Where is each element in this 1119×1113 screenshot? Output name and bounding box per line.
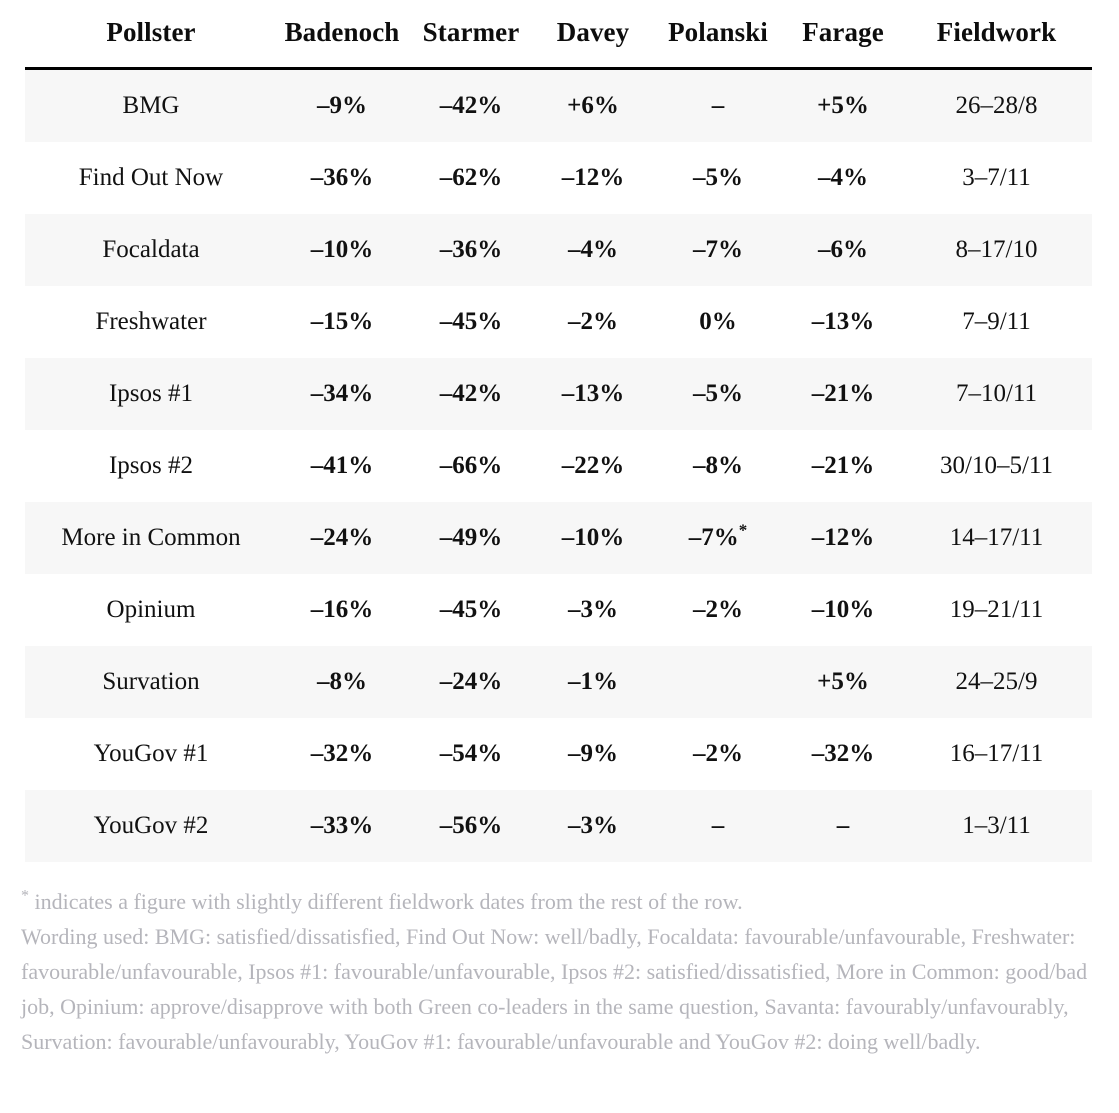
cell-farage: – — [785, 790, 901, 862]
cell-badenoch: –8% — [277, 646, 407, 718]
cell-badenoch: –32% — [310, 740, 374, 767]
footnote-asterisk-note — [21, 884, 1091, 919]
cell-fieldwork: 24–25/9 — [901, 646, 1092, 718]
cell-pollster: YouGov #2 — [25, 790, 277, 862]
table-row — [25, 358, 1092, 430]
cell-starmer: –62% — [439, 164, 503, 191]
cell-badenoch: –10% — [277, 214, 407, 286]
cell-fieldwork: 26–28/8 — [901, 69, 1092, 143]
cell-polanski: 0% — [699, 308, 737, 335]
cell-polanski: – — [651, 790, 785, 862]
cell-pollster: Opinium — [106, 596, 196, 623]
cell-fieldwork: 16–17/11 — [949, 740, 1044, 767]
table-header-row — [25, 0, 1092, 69]
cell-farage: –6% — [785, 214, 901, 286]
cell-fieldwork: 7–9/11 — [962, 308, 1031, 335]
cell-davey: –3% — [535, 790, 651, 862]
table-row — [25, 718, 1092, 790]
cell-polanski: –5% — [651, 358, 785, 430]
table-row — [25, 790, 1092, 862]
table-body — [25, 69, 1092, 863]
column-header-farage[interactable]: Farage — [802, 17, 884, 47]
footnote-wording-note: Wording used: BMG: satisfied/dissatisfied, Find Out Now: well/badly, Focaldata: favourable/unfavourable, Freshwater: favourable/unfavourable, Ipsos #1: favourable/unfavourable, Ipsos #2: satisfied/dissatisfied, More in Common: good/bad job, Opinium: approve/disapprove with both Green co-leaders in the same question, Savanta: favourably/unfavourably, Survation: favourable/unfavourably, YouGov #1: favourable/unfavourable and YouGov #2: doing well/badly. — [21, 924, 1088, 1054]
cell-badenoch: –41% — [310, 452, 374, 479]
cell-farage: –10% — [811, 596, 875, 623]
cell-badenoch: –9% — [277, 69, 407, 143]
cell-davey: –4% — [535, 214, 651, 286]
cell-starmer: –49% — [407, 502, 535, 574]
cell-starmer: –45% — [439, 596, 503, 623]
table-row — [25, 69, 1092, 143]
cell-pollster: Freshwater — [95, 308, 207, 335]
cell-fieldwork: 8–17/10 — [901, 214, 1092, 286]
footnote-marker-icon: * — [738, 520, 748, 540]
cell-fieldwork: 19–21/11 — [949, 596, 1044, 623]
cell-starmer: –42% — [407, 358, 535, 430]
cell-pollster: BMG — [25, 69, 277, 143]
cell-farage: –21% — [811, 452, 875, 479]
cell-farage: –32% — [811, 740, 875, 767]
table-row — [25, 142, 1092, 214]
cell-farage: +5% — [785, 69, 901, 143]
cell-davey: –12% — [561, 164, 625, 191]
cell-fieldwork: 30/10–5/11 — [940, 452, 1053, 479]
cell-polanski — [651, 646, 785, 718]
cell-pollster: Survation — [25, 646, 277, 718]
cell-davey: –3% — [568, 596, 618, 623]
table-row — [25, 286, 1092, 358]
table-header — [25, 0, 1092, 69]
cell-farage: +5% — [785, 646, 901, 718]
cell-starmer: –36% — [407, 214, 535, 286]
table-row — [25, 646, 1092, 718]
cell-polanski: –2% — [693, 740, 743, 767]
cell-farage: –21% — [785, 358, 901, 430]
cell-polanski: –5% — [693, 164, 743, 191]
cell-badenoch: –24% — [277, 502, 407, 574]
cell-davey: –10% — [535, 502, 651, 574]
cell-polanski: –8% — [693, 452, 743, 479]
cell-pollster: Find Out Now — [78, 164, 224, 191]
cell-davey: +6% — [535, 69, 651, 143]
cell-polanski: –7% — [651, 214, 785, 286]
cell-farage: –13% — [811, 308, 875, 335]
cell-badenoch: –36% — [310, 164, 374, 191]
cell-fieldwork: 1–3/11 — [901, 790, 1092, 862]
column-header-starmer[interactable]: Starmer — [422, 17, 520, 47]
cell-starmer: –24% — [407, 646, 535, 718]
cell-davey: –2% — [568, 308, 618, 335]
cell-starmer: –54% — [439, 740, 503, 767]
asterisk-marker: * — [21, 887, 29, 905]
cell-polanski: –2% — [693, 596, 743, 623]
cell-pollster: Ipsos #2 — [108, 452, 194, 479]
cell-pollster: Ipsos #1 — [25, 358, 277, 430]
table-row — [25, 214, 1092, 286]
cell-fieldwork: 7–10/11 — [901, 358, 1092, 430]
table-row — [25, 502, 1092, 574]
cell-pollster: More in Common — [25, 502, 277, 574]
cell-pollster: YouGov #1 — [93, 740, 209, 767]
cell-starmer: –66% — [439, 452, 503, 479]
footnotes — [21, 884, 1091, 1059]
table-row — [25, 574, 1092, 646]
column-header-polanski[interactable]: Polanski — [668, 17, 768, 47]
column-header-davey[interactable]: Davey — [556, 17, 630, 47]
cell-farage: –12% — [785, 502, 901, 574]
cell-davey: –1% — [535, 646, 651, 718]
cell-davey: –22% — [561, 452, 625, 479]
column-header-badenoch[interactable]: Badenoch — [284, 17, 400, 47]
cell-davey: –13% — [535, 358, 651, 430]
footnote-asterisk-text: indicates a figure with slightly different fieldwork dates from the rest of the row. — [29, 889, 743, 914]
cell-badenoch: –34% — [277, 358, 407, 430]
cell-fieldwork: 14–17/11 — [901, 502, 1092, 574]
column-header-pollster[interactable]: Pollster — [106, 17, 196, 47]
table-row — [25, 430, 1092, 502]
cell-starmer: –42% — [407, 69, 535, 143]
cell-polanski: – — [651, 69, 785, 143]
cell-fieldwork: 3–7/11 — [962, 164, 1031, 191]
cell-polanski: –7%* — [651, 502, 785, 574]
column-header-fieldwork[interactable]: Fieldwork — [936, 17, 1057, 47]
cell-starmer: –56% — [407, 790, 535, 862]
cell-starmer: –45% — [439, 308, 503, 335]
cell-pollster: Focaldata — [25, 214, 277, 286]
cell-davey: –9% — [568, 740, 618, 767]
cell-badenoch: –33% — [277, 790, 407, 862]
cell-badenoch: –15% — [310, 308, 374, 335]
cell-farage: –4% — [818, 164, 868, 191]
pollster-ratings-table — [25, 0, 1092, 862]
cell-badenoch: –16% — [310, 596, 374, 623]
